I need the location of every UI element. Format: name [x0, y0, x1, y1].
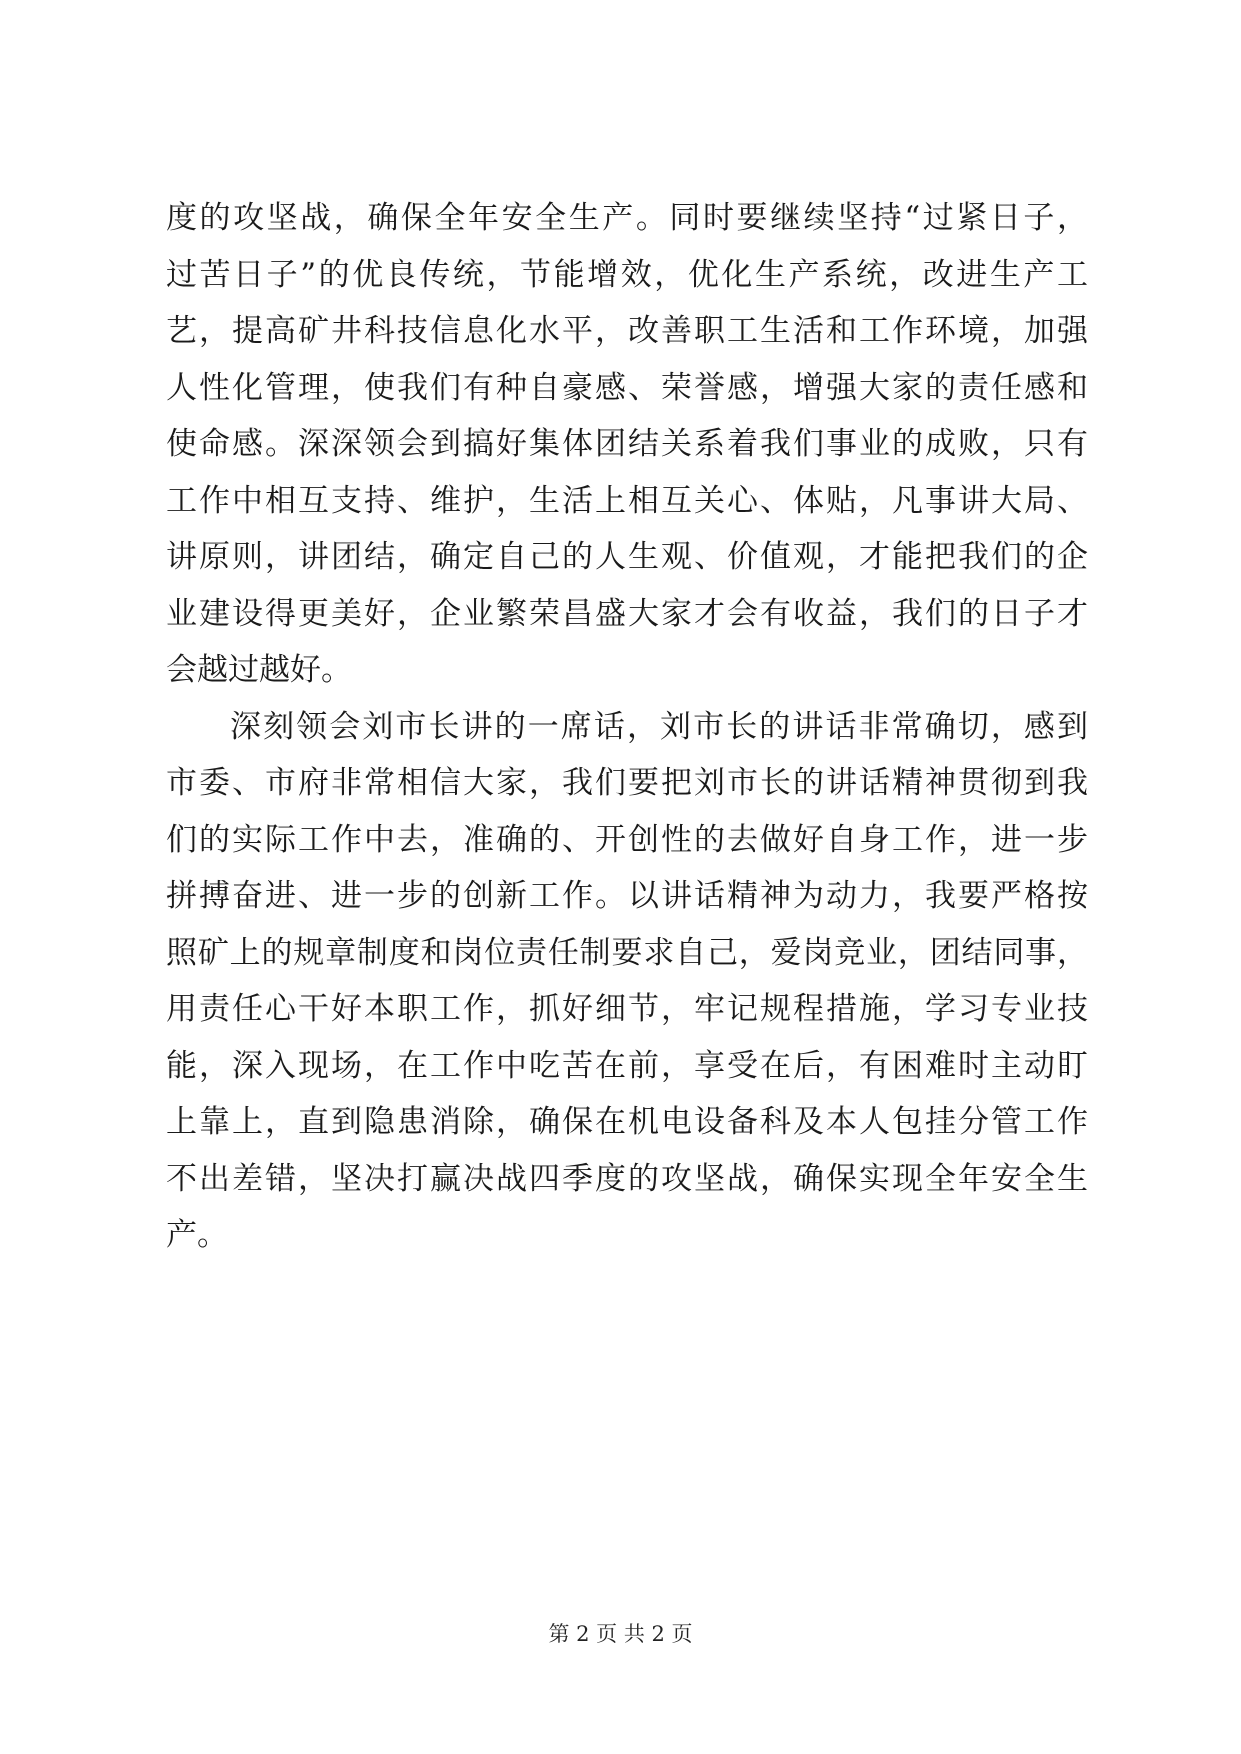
text-line: 业建设得更美好，企业繁荣昌盛大家才会有收益，我们的日子才 — [166, 595, 1088, 632]
paragraph-1 — [166, 190, 1088, 699]
text-line: 市委、市府非常相信大家，我们要把刘市长的讲话精神贯彻到我 — [166, 765, 1088, 801]
text-line: 度的攻坚战，确保全年安全生产。同时要继续坚持“过紧日子， — [166, 200, 1088, 236]
text-line: 不出差错，坚决打赢决战四季度的攻坚战，确保实现全年安全生 — [166, 1160, 1088, 1197]
text-line: 使命感。深深领会到搞好集体团结关系着我们事业的成败，只有 — [166, 426, 1088, 462]
page-number: 第 2 页 共 2 页 — [548, 1622, 693, 1646]
text-line: 们的实际工作中去，准确的、开创性的去做好自身工作，进一步 — [166, 821, 1088, 858]
page-footer — [0, 1618, 1241, 1648]
text-line: 艺，提高矿井科技信息化水平，改善职工生活和工作环境，加强 — [166, 313, 1088, 349]
text-line: 会越过越好。 — [166, 652, 352, 688]
text-line: 人性化管理，使我们有种自豪感、荣誉感，增强大家的责任感和 — [166, 369, 1088, 406]
paragraph-2 — [166, 699, 1088, 1264]
text-line: 上靠上，直到隐患消除，确保在机电设备科及本人包挂分管工作 — [166, 1104, 1088, 1140]
text-line: 产。 — [166, 1217, 228, 1253]
text-line: 工作中相互支持、维护，生活上相互关心、体贴，凡事讲大局、 — [166, 482, 1088, 519]
text-line: 照矿上的规章制度和岗位责任制要求自己，爱岗竞业，团结同事， — [166, 934, 1088, 971]
document-body — [166, 190, 1088, 1264]
text-line: 能，深入现场，在工作中吃苦在前，享受在后，有困难时主动盯 — [166, 1047, 1088, 1084]
text-line: 用责任心干好本职工作，抓好细节，牢记规程措施，学习专业技 — [166, 991, 1088, 1027]
text-line: 拼搏奋进、进一步的创新工作。以讲话精神为动力，我要严格按 — [166, 878, 1088, 914]
text-line: 讲原则，讲团结，确定自己的人生观、价值观，才能把我们的企 — [166, 539, 1088, 575]
text-line: 过苦日子”的优良传统，节能增效，优化生产系统，改进生产工 — [166, 256, 1088, 293]
text-line: 深刻领会刘市长讲的一席话，刘市长的讲话非常确切，感到 — [230, 708, 1088, 745]
